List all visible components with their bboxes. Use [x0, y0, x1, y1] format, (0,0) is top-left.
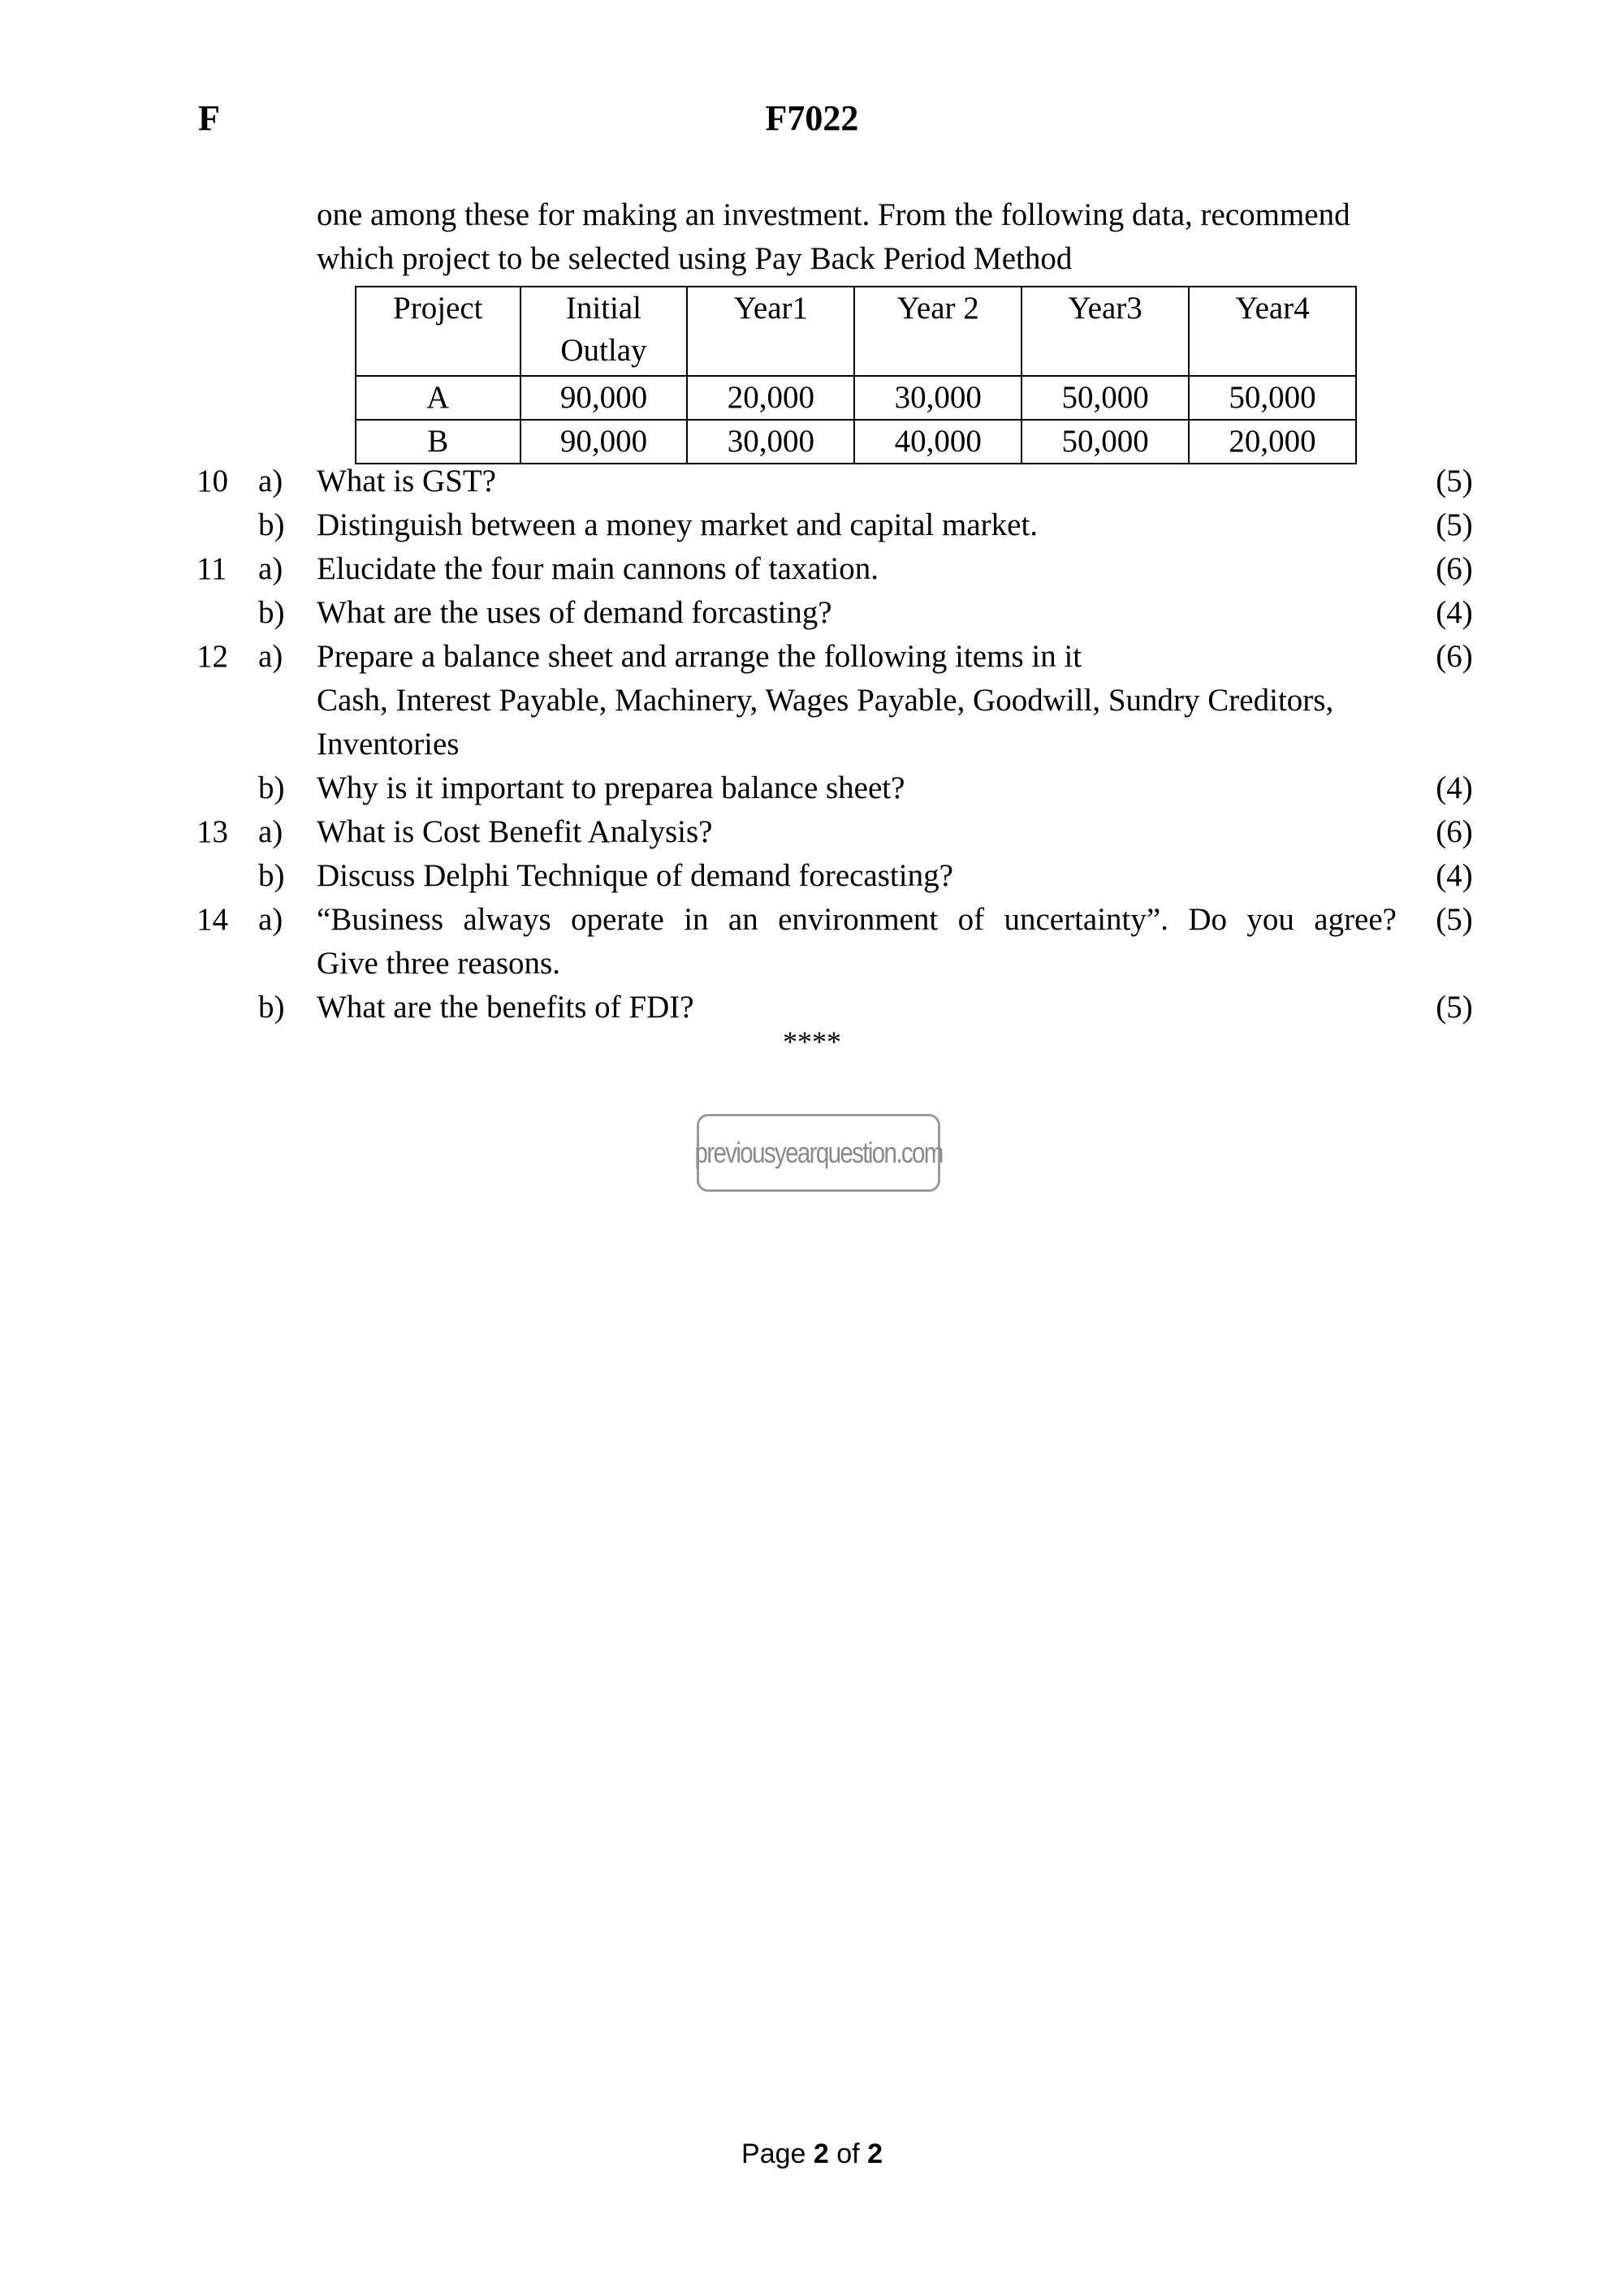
question-number: 10: [197, 464, 228, 498]
question-part: b): [258, 507, 285, 542]
question-marks: (5): [1436, 464, 1473, 498]
table-cell: 90,000: [520, 420, 688, 464]
table-header-cell: [520, 287, 688, 376]
question-text: What are the uses of demand forcasting?: [317, 595, 832, 630]
table-header-cell: Year4: [1189, 287, 1356, 376]
question-marks: (6): [1436, 814, 1473, 849]
question-text: What are the benefits of FDI?: [317, 990, 694, 1025]
header-initial-line2: Outlay: [560, 333, 647, 368]
intro-line-1: one among these for making an investment. From the following data, recommend: [317, 197, 1350, 232]
question-part: a): [258, 639, 283, 674]
question-part: b): [258, 858, 285, 893]
question-14a-cont: Give three reasons.: [317, 946, 560, 981]
page-footer: [0, 2138, 1624, 2170]
end-mark: ****: [783, 1025, 841, 1058]
page-total: 2: [867, 2138, 883, 2169]
question-marks: (4): [1436, 595, 1473, 630]
question-10b: [0, 503, 1624, 547]
question-part: b): [258, 595, 285, 630]
intro-line-2: which project to be selected using Pay Back Period Method: [317, 241, 1073, 276]
question-13a: [0, 810, 1624, 854]
payback-table: [355, 286, 1357, 464]
question-part: a): [258, 464, 283, 498]
question-marks: (5): [1436, 902, 1473, 937]
question-12a-items: Cash, Interest Payable, Machinery, Wages Payable, Goodwill, Sundry Creditors,: [317, 683, 1334, 718]
table-cell: 40,000: [854, 420, 1021, 464]
table-cell: 50,000: [1021, 420, 1189, 464]
table-cell: 30,000: [687, 420, 854, 464]
table-header-cell: Year3: [1021, 287, 1189, 376]
header-letter: F: [198, 98, 220, 138]
question-text: Prepare a balance sheet and arrange the following items in it: [317, 639, 1082, 674]
question-part: a): [258, 814, 283, 849]
table-cell: A: [356, 376, 520, 420]
paper-code: F7022: [765, 98, 859, 138]
question-marks: (4): [1436, 770, 1473, 805]
question-text: Distinguish between a money market and capital market.: [317, 507, 1039, 542]
page-label: Page: [741, 2138, 806, 2169]
table-cell: 20,000: [687, 376, 854, 420]
table-cell: 90,000: [520, 376, 688, 420]
question-11b: [0, 591, 1624, 635]
question-12b: [0, 766, 1624, 810]
watermark-text: previousyearquestion.com: [694, 1136, 943, 1169]
table-cell: 50,000: [1189, 376, 1356, 420]
table-cell: B: [356, 420, 520, 464]
question-marks: (6): [1436, 551, 1473, 586]
table-header-cell: Year1: [687, 287, 854, 376]
table-cell: 30,000: [854, 376, 1021, 420]
page-of-label: of: [836, 2138, 860, 2169]
table-cell: 20,000: [1189, 420, 1356, 464]
question-13b: [0, 854, 1624, 898]
table-header-row: [356, 287, 1356, 376]
question-number: 12: [197, 639, 228, 674]
table-row: [356, 420, 1356, 464]
question-marks: (6): [1436, 639, 1473, 674]
question-number: 13: [197, 814, 228, 849]
question-12a: [0, 635, 1624, 679]
watermark-logo: [694, 1114, 943, 1192]
page-number: 2: [813, 2138, 829, 2169]
question-marks: (5): [1436, 990, 1473, 1025]
question-14a: [0, 898, 1624, 942]
question-part: b): [258, 990, 285, 1025]
question-text: “Business always operate in an environment of uncertainty”. Do you agree?: [317, 902, 1397, 937]
table-header-cell: Project: [356, 287, 520, 376]
question-number: 14: [197, 902, 228, 937]
question-part: a): [258, 551, 283, 586]
table-header-cell: Year 2: [854, 287, 1021, 376]
question-marks: (4): [1436, 858, 1473, 893]
question-text: Why is it important to preparea balance sheet?: [317, 770, 905, 805]
question-text: Elucidate the four main cannons of taxation.: [317, 551, 879, 586]
question-11a: [0, 547, 1624, 591]
question-text: What is Cost Benefit Analysis?: [317, 814, 713, 849]
question-marks: (5): [1436, 507, 1473, 542]
header-initial-line1: Initial: [565, 291, 642, 326]
question-part: b): [258, 770, 285, 805]
question-10a: [0, 460, 1624, 503]
question-12a-items-cont: Inventories: [317, 727, 460, 762]
question-text: What is GST?: [317, 464, 496, 498]
question-text: Discuss Delphi Technique of demand forecasting?: [317, 858, 953, 893]
table-row: [356, 376, 1356, 420]
table-cell: 50,000: [1021, 376, 1189, 420]
question-part: a): [258, 902, 283, 937]
question-14b: [0, 986, 1624, 1029]
question-number: 11: [197, 551, 227, 586]
